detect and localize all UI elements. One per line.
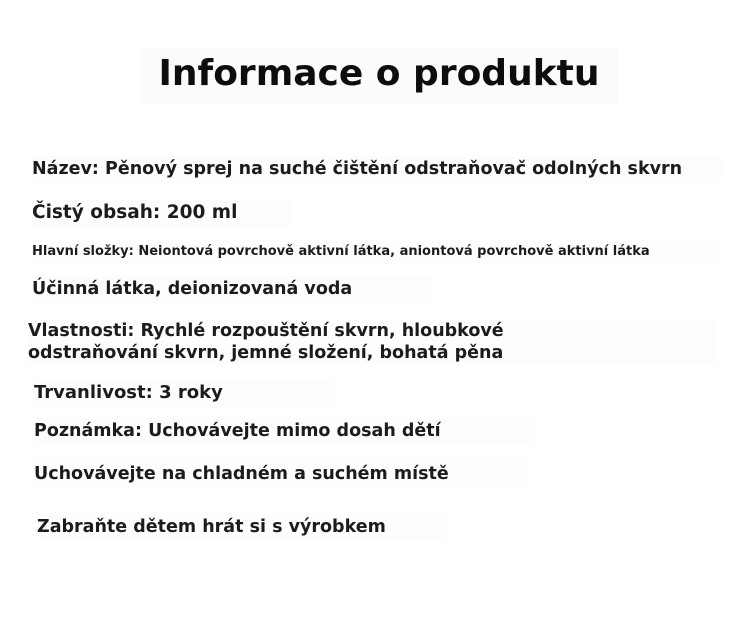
shelf-life-line: Trvanlivost: 3 roky bbox=[34, 380, 334, 406]
active-substance-line: Účinná látka, deionizovaná voda bbox=[32, 276, 432, 302]
net-content-line: Čistý obsah: 200 ml bbox=[32, 200, 292, 226]
page-title: Informace o produktu bbox=[140, 48, 618, 104]
product-name-line: Název: Pěnový sprej na suché čištění odstraňovač odolných skvrn bbox=[32, 156, 722, 182]
properties-block bbox=[28, 320, 716, 364]
main-ingredients-line: Hlavní složky: Neiontová povrchově aktivní látka, aniontová povrchově aktivní látka bbox=[32, 240, 720, 264]
properties-line-2: odstraňování skvrn, jemné složení, bohatá pěna bbox=[28, 343, 504, 363]
note-line: Poznámka: Uchovávejte mimo dosah dětí bbox=[34, 418, 534, 444]
warning-line: Zabraňte dětem hrát si s výrobkem bbox=[37, 514, 447, 540]
properties-line-1: Vlastnosti: Rychlé rozpouštění skvrn, hloubkové bbox=[28, 321, 504, 341]
storage-line: Uchovávejte na chladném a suchém místě bbox=[34, 461, 526, 487]
